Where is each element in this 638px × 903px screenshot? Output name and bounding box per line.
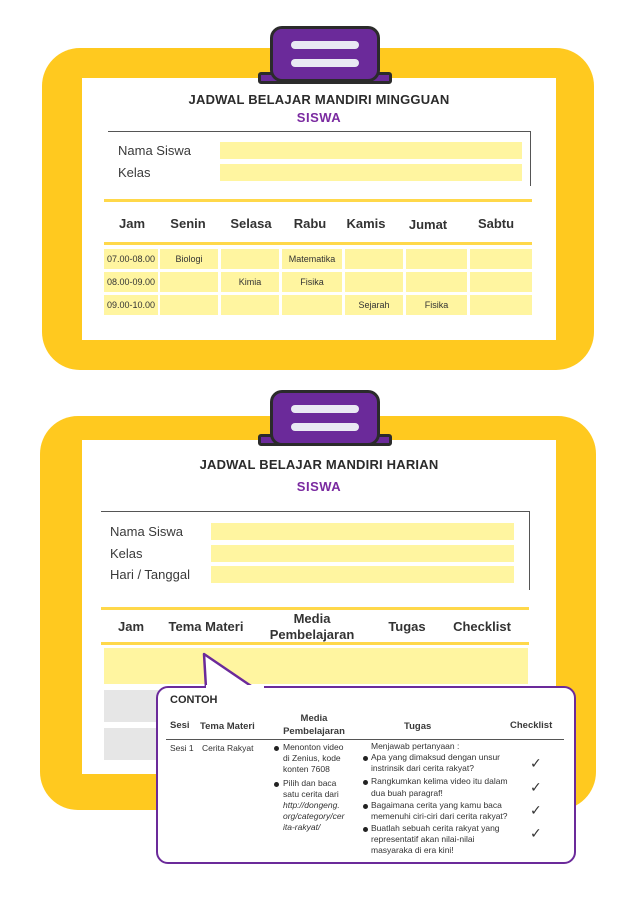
checkmark-icon[interactable]: ✓ <box>530 802 542 818</box>
weekly-cell[interactable] <box>345 272 403 292</box>
daily-header-tugas: Tugas <box>388 619 426 634</box>
example-tugas-3-line: Bagaimana cerita yang kamu baca <box>371 800 502 810</box>
checkmark-icon[interactable]: ✓ <box>530 825 542 841</box>
example-media-2-line: satu cerita dari <box>283 789 339 799</box>
daily-field-hari-input[interactable] <box>211 566 514 583</box>
daily-field-kelas-label: Kelas <box>110 546 143 561</box>
callout-pointer-cover <box>206 685 264 691</box>
weekly-field-nama-label: Nama Siswa <box>118 143 191 158</box>
example-header-tugas: Tugas <box>404 721 432 732</box>
weekly-cell[interactable]: Fisika <box>282 272 342 292</box>
example-header-media-1: Media <box>300 713 328 724</box>
example-tugas-bullet <box>363 756 368 761</box>
example-tugas-1-line: instrinsik dari cerita rakyat? <box>371 763 474 773</box>
weekly-field-kelas-input[interactable] <box>220 164 522 181</box>
daily-header-jam: Jam <box>117 619 145 634</box>
daily-row-1[interactable] <box>104 648 528 684</box>
weekly-field-nama-input[interactable] <box>220 142 522 159</box>
example-media-2-line: Pilih dan baca <box>283 778 337 788</box>
weekly-header-jumat: Jumat <box>408 217 448 232</box>
example-tugas-bullet <box>363 780 368 785</box>
example-media-link[interactable]: http://dongeng. <box>283 800 340 810</box>
weekly-cell[interactable] <box>282 295 342 315</box>
daily-subtitle: SISWA <box>296 479 342 494</box>
weekly-header-kamis: Kamis <box>346 216 386 231</box>
weekly-cell-jam: 09.00-10.00 <box>104 295 158 315</box>
weekly-title: JADWAL BELAJAR MANDIRI MINGGUAN <box>188 92 450 107</box>
weekly-cell[interactable]: Sejarah <box>345 295 403 315</box>
weekly-cell[interactable] <box>470 295 532 315</box>
example-tugas-4-line: masyaraka di era kini! <box>371 845 454 855</box>
weekly-subtitle: SISWA <box>296 110 342 125</box>
weekly-clip <box>270 26 380 82</box>
example-header-sesi: Sesi <box>170 720 190 731</box>
example-tugas-4-line: representatif akan nilai-nilai <box>371 834 475 844</box>
example-label: CONTOH <box>170 694 218 706</box>
weekly-cell[interactable] <box>470 272 532 292</box>
example-tugas-1-line: Apa yang dimaksud dengan unsur <box>371 752 501 762</box>
daily-title: JADWAL BELAJAR MANDIRI HARIAN <box>199 457 439 472</box>
weekly-cell[interactable] <box>160 295 218 315</box>
daily-field-nama-input[interactable] <box>211 523 514 540</box>
weekly-header-jam: Jam <box>118 216 146 231</box>
checkmark-icon[interactable]: ✓ <box>530 779 542 795</box>
example-media-bullet <box>274 782 279 787</box>
example-header-media-2: Pembelajaran <box>283 726 345 737</box>
example-tugas-intro: Menjawab pertanyaan : <box>371 741 460 751</box>
weekly-header-sabtu: Sabtu <box>477 216 515 231</box>
example-media-link[interactable]: ita-rakyat/ <box>283 822 321 832</box>
daily-header-line <box>101 642 529 645</box>
example-tugas-2-line: dua buah paragraf! <box>371 788 443 798</box>
daily-header-media-2: Pembelajaran <box>269 627 355 642</box>
weekly-cell[interactable] <box>406 249 467 269</box>
weekly-cell[interactable] <box>221 249 279 269</box>
daily-field-hari-label: Hari / Tanggal <box>110 567 190 582</box>
daily-header-checklist: Checklist <box>453 619 511 634</box>
weekly-field-kelas-label: Kelas <box>118 165 151 180</box>
checkmark-icon[interactable]: ✓ <box>530 755 542 771</box>
example-callout <box>156 686 576 864</box>
example-media-bullet <box>274 746 279 751</box>
example-header-checklist: Checklist <box>510 720 553 731</box>
weekly-header-senin: Senin <box>170 216 206 231</box>
example-sesi: Sesi 1 <box>170 743 194 753</box>
weekly-cell[interactable]: Kimia <box>221 272 279 292</box>
weekly-cell[interactable]: Fisika <box>406 295 467 315</box>
daily-field-nama-label: Nama Siswa <box>110 524 183 539</box>
weekly-cell[interactable] <box>160 272 218 292</box>
example-tugas-2-line: Rangkumkan kelima video itu dalam <box>371 776 508 786</box>
weekly-cell[interactable] <box>345 249 403 269</box>
example-tugas-3-line: memenuhi ciri-ciri dari cerita rakyat? <box>371 811 508 821</box>
daily-header-tema: Tema Materi <box>168 619 244 634</box>
example-media-1-line: di Zenius, kode <box>283 753 341 763</box>
weekly-header-line <box>104 242 532 245</box>
weekly-cell[interactable] <box>470 249 532 269</box>
weekly-top-line <box>104 199 532 202</box>
weekly-cell[interactable]: Biologi <box>160 249 218 269</box>
example-tema: Cerita Rakyat <box>202 743 254 753</box>
example-tugas-bullet <box>363 804 368 809</box>
weekly-cell-jam: 07.00-08.00 <box>104 249 158 269</box>
weekly-cell[interactable] <box>221 295 279 315</box>
example-tugas-bullet <box>363 827 368 832</box>
example-header-line <box>166 739 564 740</box>
daily-header-media-1: Media <box>293 611 331 626</box>
example-tugas-4-line: Buatlah sebuah cerita rakyat yang <box>371 823 500 833</box>
daily-top-line <box>101 607 529 610</box>
example-media-1-line: konten 7608 <box>283 764 330 774</box>
example-media-link[interactable]: org/category/cer <box>283 811 345 821</box>
example-header-tema: Tema Materi <box>200 721 255 732</box>
weekly-cell[interactable] <box>406 272 467 292</box>
example-media-1-line: Menonton video <box>283 742 344 752</box>
daily-field-kelas-input[interactable] <box>211 545 514 562</box>
weekly-cell[interactable]: Matematika <box>282 249 342 269</box>
weekly-header-rabu: Rabu <box>293 216 327 231</box>
weekly-cell-jam: 08.00-09.00 <box>104 272 158 292</box>
daily-clip <box>270 390 380 446</box>
weekly-header-selasa: Selasa <box>230 216 272 231</box>
